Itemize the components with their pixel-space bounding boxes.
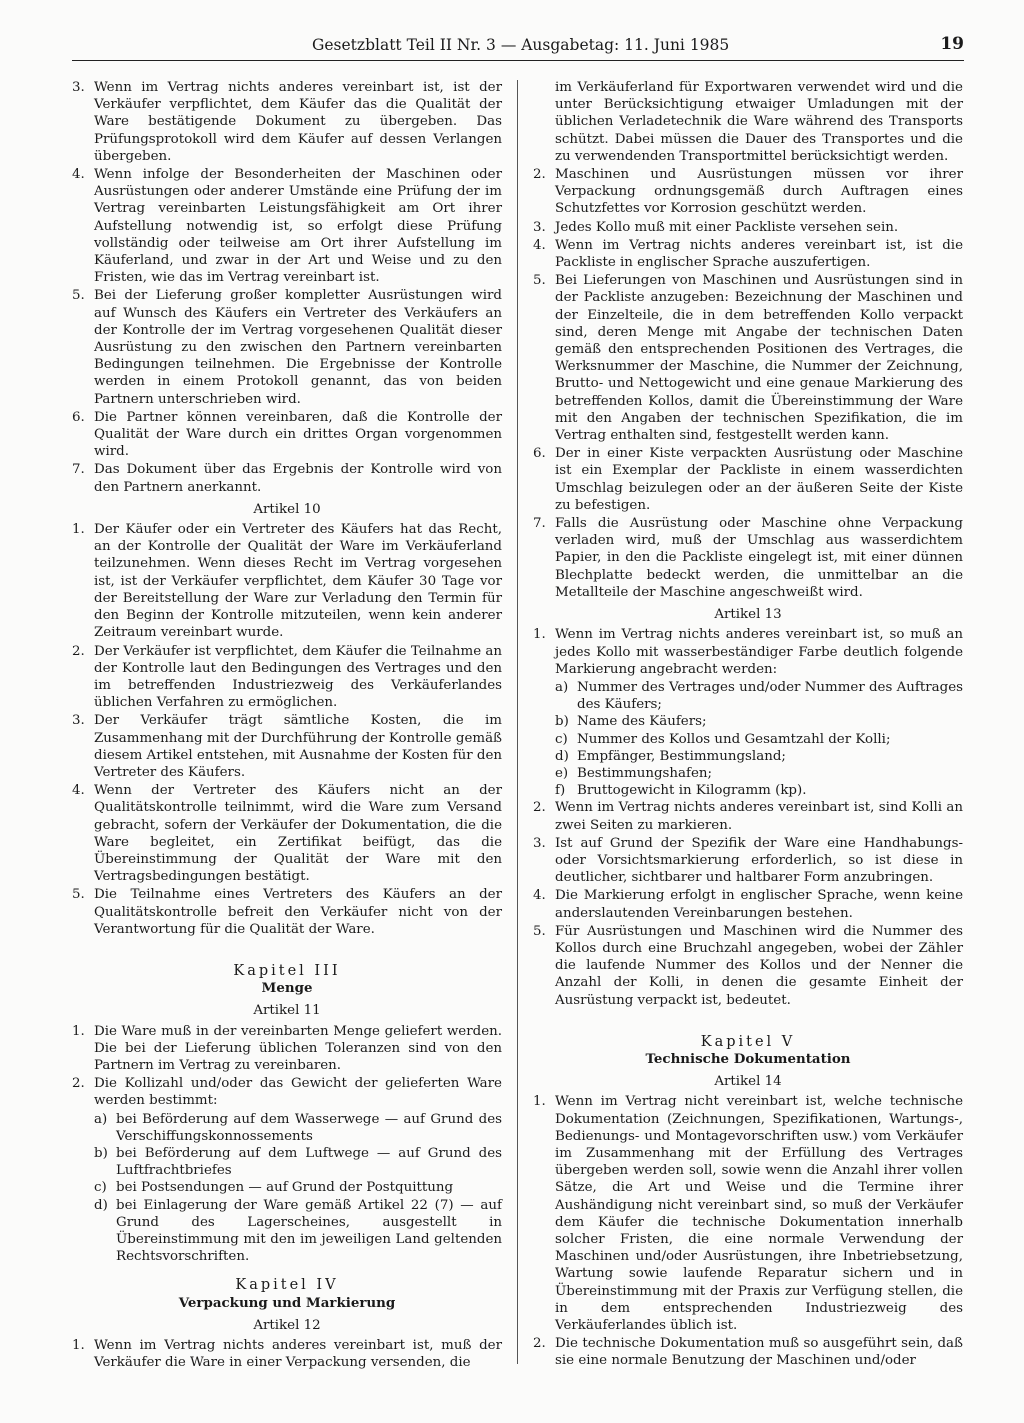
list-item-continuation: im Verkäuferland für Exportwaren verwendet wird und die unter Berücksichtigung etwaiger Umladungen mit der üblichen Verladetechnik die Ware während des Transports schützt. Dabei müssen die Dauer des Transportes und die zu verwendenden Transportmittel berücksichtigt werden. (555, 80, 963, 164)
chapter-title: Technische Dokumentation (645, 1050, 851, 1067)
chapter-heading: Kapitel III (233, 962, 341, 979)
list-item: 3. Der Verkäufer trägt sämtliche Kosten, die im Zusammenhang mit der Durchführung der Kontrolle gemäß diesem Artikel entstehen, mit Ausnahme der Kosten für den Vertreter des Käufers. (72, 713, 502, 780)
sub-item: f) Bruttogewicht in Kilogramm (kp). (555, 783, 807, 799)
list-item: 1. Wenn im Vertrag nichts anderes vereinbart ist, so muß an jedes Kollo mit wasserbeständiger Farbe deutlich folgende Markierung angebracht werden: (533, 627, 963, 677)
list-item: 4. Wenn infolge der Besonderheiten der Maschinen oder Ausrüstungen oder anderer Umstände eine Prüfung der im Vertrag vereinbarten Leistungsfähigkeit am Ort ihrer Aufstellung notwendig ist, so erfolgt diese Prüfung vollständig oder teilweise am Ort ihrer Aufstellung im Käuferland, und zwar in der Art und Weise und zu den Fristen, wie das im Vertrag vereinbart ist. (72, 167, 502, 286)
list-item: 5. Bei der Lieferung großer kompletter Ausrüstungen wird auf Wunsch des Käufers ein Vertreter des Verkäufers an der Kontrolle der im Vertrag vorgesehenen Qualität dieser Ausrüstung zu den zwischen den Partnern vereinbarten Bedingungen teilnehmen. Die Ergebnisse der Kontrolle werden in einem Protokoll genannt, das von beiden Partnern unterschrieben wird. (72, 288, 502, 407)
column-divider (517, 80, 518, 1364)
list-item: 7. Falls die Ausrüstung oder Maschine ohne Verpackung verladen wird, muß der Umschlag aus wasserdichtem Papier, in den die Packliste eingelegt ist, mit einer dünnen Blechplatte bedeckt werden, die unmittelbar an die Metallteile der Maschine angeschweißt wird. (533, 516, 963, 600)
list-item: 2. Der Verkäufer ist verpflichtet, dem Käufer die Teilnahme an der Kontrolle laut den Bedingungen des Vertrages und den im betreffenden Industriezweig des Verkäuferlandes üblichen Verfahren zu ermöglichen. (72, 643, 502, 711)
right-column (533, 79, 963, 1371)
list-item: 5. Bei Lieferungen von Maschinen und Ausrüstungen sind in der Packliste anzugeben: Bezeichnung der Maschinen und der Einzelteile, die in dem betreffenden Kollo verpackt sind, deren Menge mit Angabe der technischen Daten gemäß den entsprechenden Positionen des Vertrages, die Werksnummer der Maschine, die Nummer der Zeichnung, Brutto- und Nettogewicht und eine genaue Markierung des betreffenden Kollos, damit die Übereinstimmung der Ware mit den Angaben der technischen Spezifikation, die im Vertrag enthalten sind, festgestellt werden kann. (533, 273, 963, 444)
list-item: 1. Wenn im Vertrag nicht vereinbart ist, welche technische Dokumentation (Zeichnungen, Spezifikationen, Wartungs-, Bedienungs- und Montagevorschriften usw.) vom Verkäufer im Zusammenhang mit der Erfüllung des Vertrages übergeben werden soll, sowie wenn die Anzahl ihrer vollen Sätze, die Art und Weise und die Termine ihrer Aushändigung nicht vereinbart sind, so muß der Verkäufer dem Käufer die technische Dokumentation innerhalb solcher Fristen, die eine normale Verwendung der Maschinen und/oder Ausrüstungen, ihre Inbetriebsetzung, Wartung sowie laufende Reparatur sichern und in Übereinstimmung mit der Praxis zur Verfügung stellen, die in dem entsprechenden Industriezweig des Verkäuferlandes üblich ist. (533, 1094, 963, 1334)
sub-item: a) bei Beförderung auf dem Wasserwege — auf Grund des Verschiffungskonnossements (94, 1111, 502, 1144)
list-item: 6. Die Partner können vereinbaren, daß die Kontrolle der Qualität der Ware durch ein drittes Organ vorgenommen wird. (72, 409, 502, 460)
list-item: 5. Die Teilnahme eines Vertreters des Käufers an der Qualitätskontrolle befreit den Verkäufer nicht von der Verantwortung für die Qualität der Ware. (72, 887, 502, 937)
list-item: 7. Das Dokument über das Ergebnis der Kontrolle wird von den Partnern anerkannt. (72, 462, 502, 495)
list-item: 4. Wenn im Vertrag nichts anderes vereinbart ist, ist die Packliste in englischer Sprache auszufertigen. (533, 237, 963, 271)
sub-item: d) bei Einlagerung der Ware gemäß Artikel 22 (7) — auf Grund des Lagerscheines, ausgestellt in Übereinstimmung mit den im jeweiligen Land geltenden Rechtsvorschriften. (94, 1197, 502, 1265)
list-item: 6. Der in einer Kiste verpackten Ausrüstung oder Maschine ist ein Exemplar der Packliste in einem wasserdichten Umschlag beizulegen oder an der äußeren Seite der Kiste zu befestigen. (533, 446, 963, 513)
article-heading: Artikel 12 (253, 1317, 321, 1333)
chapter-heading: Kapitel IV (235, 1277, 339, 1294)
sub-item: c) Nummer des Kollos und Gesamtzahl der Kolli; (555, 731, 891, 747)
page-number: 19 (940, 34, 964, 54)
list-item: 2. Maschinen und Ausrüstungen müssen vor ihrer Verpackung ordnungsgemäß durch Auftragen eines Schutzfettes vor Korrosion geschützt werden. (533, 167, 963, 217)
list-item: 1. Wenn im Vertrag nichts anderes vereinbart ist, muß der Verkäufer die Ware in einer Verpackung versenden, die (72, 1338, 502, 1371)
article-heading: Artikel 13 (714, 607, 782, 623)
list-item: 3. Jedes Kollo muß mit einer Packliste versehen sein. (533, 219, 899, 235)
sub-item: a) Nummer des Vertrages und/oder Nummer des Auftrages des Käufers; (555, 679, 963, 713)
list-item: 4. Wenn der Vertreter des Käufers nicht an der Qualitätskontrolle teilnimmt, wird die Ware zum Versand gebracht, sofern der Verkäufer der Dokumentation, die die Ware begleitet, ein Zertifikat beifügt, das die Übereinstimmung der Qualität der Ware mit den Vertragsbedingungen bestätigt. (72, 783, 502, 885)
sub-item: c) bei Postsendungen — auf Grund der Postquittung (94, 1180, 454, 1196)
left-column (72, 79, 502, 1372)
chapter-heading: Kapitel V (700, 1033, 796, 1050)
sub-item: b) bei Beförderung auf dem Luftwege — auf Grund des Luftfrachtbriefes (94, 1145, 502, 1179)
list-item: 1. Die Ware muß in der vereinbarten Menge geliefert werden. Die bei der Lieferung üblichen Toleranzen sind von den Partnern im Vertrag zu vereinbaren. (72, 1023, 502, 1073)
article-heading: Artikel 11 (253, 1003, 321, 1019)
sub-item: b) Name des Käufers; (555, 714, 707, 730)
chapter-title: Menge (261, 980, 313, 997)
header-title: Gesetzblatt Teil II Nr. 3 — Ausgabetag: 11. Juni 1985 (312, 36, 730, 54)
list-item: 3. Ist auf Grund der Spezifik der Ware eine Handhabungs- oder Vorsichtsmarkierung erforderlich, so ist diese in deutlicher, sichtbarer und haltbarer Form anzubringen. (533, 835, 963, 886)
chapter-title: Verpackung und Markierung (178, 1294, 396, 1311)
page-header (72, 34, 964, 61)
sub-item: d) Empfänger, Bestimmungsland; (555, 748, 786, 764)
list-item: 4. Die Markierung erfolgt in englischer Sprache, wenn keine anderslautenden Vereinbarungen bestehen. (533, 888, 963, 921)
list-item: 2. Die technische Dokumentation muß so ausgeführt sein, daß sie eine normale Benutzung der Maschinen und/oder (533, 1336, 963, 1369)
article-heading: Artikel 10 (253, 501, 321, 517)
sub-item: e) Bestimmungshafen; (555, 765, 713, 781)
list-item: 1. Der Käufer oder ein Vertreter des Käufers hat das Recht, an der Kontrolle der Qualität der Ware im Verkäuferland teilzunehmen. Wenn dieses Recht im Vertrag vorgesehen ist, ist der Verkäufer verpflichtet, dem Käufer 30 Tage vor der Bereitstellung der Ware zur Verladung den Termin für den Beginn der Kontrolle mitzuteilen, wenn kein anderer Zeitraum vereinbart wurde. (72, 522, 502, 641)
article-heading: Artikel 14 (714, 1074, 782, 1090)
list-item: 3. Wenn im Vertrag nichts anderes vereinbart ist, ist der Verkäufer verpflichtet, dem Käufer das die Qualität der Ware bestätigende Dokument zu übergeben. Das Prüfungsprotokoll wird dem Käufer auf dessen Verlangen übergeben. (72, 80, 502, 164)
list-item: 5. Für Ausrüstungen und Maschinen wird die Nummer des Kollos durch eine Bruchzahl angegeben, wobei der Zähler die laufende Nummer des Kollos und der Nenner die Anzahl der Kolli, in denen die gesamte Einheit der Ausrüstung verpackt ist, bedeutet. (533, 923, 963, 1008)
list-item: 2. Wenn im Vertrag nichts anderes vereinbart ist, sind Kolli an zwei Seiten zu markieren. (533, 800, 963, 833)
list-item: 2. Die Kollizahl und/oder das Gewicht der gelieferten Ware werden bestimmt: (72, 1076, 502, 1109)
